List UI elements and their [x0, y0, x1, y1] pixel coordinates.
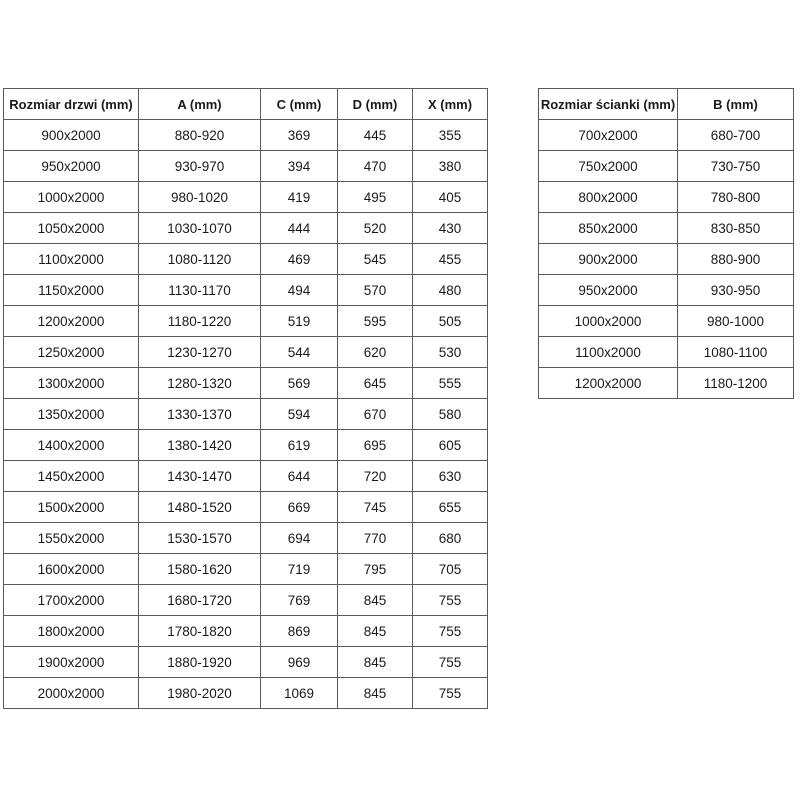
- table-cell: 544: [261, 337, 338, 368]
- table-cell: 1150x2000: [4, 275, 139, 306]
- table-row: [539, 213, 794, 244]
- column-header: B (mm): [678, 89, 794, 120]
- table-cell: 1180-1220: [139, 306, 261, 337]
- table-cell: 369: [261, 120, 338, 151]
- table-row: [539, 368, 794, 399]
- table-cell: 469: [261, 244, 338, 275]
- column-header: A (mm): [139, 89, 261, 120]
- table-cell: 695: [338, 430, 413, 461]
- table-cell: 444: [261, 213, 338, 244]
- table-cell: 1100x2000: [539, 337, 678, 368]
- table-cell: 900x2000: [539, 244, 678, 275]
- table-cell: 1450x2000: [4, 461, 139, 492]
- table-cell: 630: [413, 461, 488, 492]
- table-cell: 455: [413, 244, 488, 275]
- table-cell: 1030-1070: [139, 213, 261, 244]
- table-row: [4, 337, 488, 368]
- table-cell: 669: [261, 492, 338, 523]
- table-cell: 1100x2000: [4, 244, 139, 275]
- table-cell: 900x2000: [4, 120, 139, 151]
- table-cell: 1050x2000: [4, 213, 139, 244]
- table-cell: 1280-1320: [139, 368, 261, 399]
- table-cell: 1300x2000: [4, 368, 139, 399]
- table-row: [4, 120, 488, 151]
- table-cell: 480: [413, 275, 488, 306]
- table-cell: 1130-1170: [139, 275, 261, 306]
- table-cell: 1080-1120: [139, 244, 261, 275]
- table-cell: 1230-1270: [139, 337, 261, 368]
- table-cell: 1400x2000: [4, 430, 139, 461]
- table-cell: 495: [338, 182, 413, 213]
- table-cell: 705: [413, 554, 488, 585]
- table-row: [539, 337, 794, 368]
- table-row: [4, 244, 488, 275]
- table-cell: 580: [413, 399, 488, 430]
- table-cell: 430: [413, 213, 488, 244]
- table-cell: 645: [338, 368, 413, 399]
- table-cell: 1780-1820: [139, 616, 261, 647]
- table-cell: 980-1000: [678, 306, 794, 337]
- table-cell: 1000x2000: [4, 182, 139, 213]
- table-cell: 850x2000: [539, 213, 678, 244]
- table-row: [4, 461, 488, 492]
- table-cell: 755: [413, 585, 488, 616]
- table-cell: 519: [261, 306, 338, 337]
- table-cell: 845: [338, 678, 413, 709]
- table-row: [4, 616, 488, 647]
- column-header: X (mm): [413, 89, 488, 120]
- column-header: D (mm): [338, 89, 413, 120]
- table-row: [4, 554, 488, 585]
- table-cell: 394: [261, 151, 338, 182]
- table-row: [4, 306, 488, 337]
- table-cell: 1550x2000: [4, 523, 139, 554]
- table-cell: 750x2000: [539, 151, 678, 182]
- table-row: [4, 647, 488, 678]
- table-cell: 1600x2000: [4, 554, 139, 585]
- table-cell: 845: [338, 616, 413, 647]
- table-cell: 795: [338, 554, 413, 585]
- table-cell: 605: [413, 430, 488, 461]
- table-cell: 830-850: [678, 213, 794, 244]
- table-cell: 1880-1920: [139, 647, 261, 678]
- table-cell: 520: [338, 213, 413, 244]
- column-header: Rozmiar drzwi (mm): [4, 89, 139, 120]
- table-cell: 1350x2000: [4, 399, 139, 430]
- table-cell: 1580-1620: [139, 554, 261, 585]
- table-cell: 620: [338, 337, 413, 368]
- table-cell: 1069: [261, 678, 338, 709]
- table-cell: 680-700: [678, 120, 794, 151]
- table-row: [4, 678, 488, 709]
- table-cell: 1080-1100: [678, 337, 794, 368]
- table-row: [539, 306, 794, 337]
- table-cell: 730-750: [678, 151, 794, 182]
- table-cell: 595: [338, 306, 413, 337]
- table-cell: 1200x2000: [4, 306, 139, 337]
- table-cell: 1530-1570: [139, 523, 261, 554]
- table-cell: 845: [338, 585, 413, 616]
- table-row: [4, 151, 488, 182]
- table-cell: 1480-1520: [139, 492, 261, 523]
- table-row: [4, 399, 488, 430]
- table-cell: 680: [413, 523, 488, 554]
- table-cell: 419: [261, 182, 338, 213]
- door-size-table: [3, 88, 488, 709]
- table-cell: 644: [261, 461, 338, 492]
- table-cell: 930-950: [678, 275, 794, 306]
- table-cell: 1180-1200: [678, 368, 794, 399]
- wall-table-body: [539, 120, 794, 399]
- table-cell: 594: [261, 399, 338, 430]
- table-cell: 1000x2000: [539, 306, 678, 337]
- table-cell: 570: [338, 275, 413, 306]
- table-cell: 355: [413, 120, 488, 151]
- table-cell: 930-970: [139, 151, 261, 182]
- table-cell: 869: [261, 616, 338, 647]
- table-cell: 1500x2000: [4, 492, 139, 523]
- table-cell: 720: [338, 461, 413, 492]
- table-cell: 1680-1720: [139, 585, 261, 616]
- table-cell: 445: [338, 120, 413, 151]
- door-table-body: [4, 120, 488, 709]
- table-cell: 950x2000: [539, 275, 678, 306]
- table-cell: 555: [413, 368, 488, 399]
- table-cell: 700x2000: [539, 120, 678, 151]
- table-row: [539, 244, 794, 275]
- table-cell: 755: [413, 647, 488, 678]
- table-cell: 880-900: [678, 244, 794, 275]
- table-cell: 405: [413, 182, 488, 213]
- table-cell: 655: [413, 492, 488, 523]
- table-cell: 530: [413, 337, 488, 368]
- table-cell: 950x2000: [4, 151, 139, 182]
- table-cell: 770: [338, 523, 413, 554]
- table-cell: 1200x2000: [539, 368, 678, 399]
- door-table-header-row: [4, 89, 488, 120]
- table-cell: 1700x2000: [4, 585, 139, 616]
- table-cell: 619: [261, 430, 338, 461]
- table-cell: 745: [338, 492, 413, 523]
- table-cell: 755: [413, 678, 488, 709]
- table-cell: 1380-1420: [139, 430, 261, 461]
- column-header: Rozmiar ścianki (mm): [539, 89, 678, 120]
- table-row: [539, 182, 794, 213]
- table-cell: 969: [261, 647, 338, 678]
- wall-table-header-row: [539, 89, 794, 120]
- column-header: C (mm): [261, 89, 338, 120]
- table-cell: 845: [338, 647, 413, 678]
- table-cell: 694: [261, 523, 338, 554]
- table-cell: 1330-1370: [139, 399, 261, 430]
- table-cell: 800x2000: [539, 182, 678, 213]
- table-cell: 505: [413, 306, 488, 337]
- table-cell: 755: [413, 616, 488, 647]
- table-cell: 780-800: [678, 182, 794, 213]
- table-cell: 494: [261, 275, 338, 306]
- table-cell: 1800x2000: [4, 616, 139, 647]
- table-cell: 670: [338, 399, 413, 430]
- table-cell: 545: [338, 244, 413, 275]
- table-cell: 880-920: [139, 120, 261, 151]
- table-row: [4, 368, 488, 399]
- table-row: [4, 275, 488, 306]
- table-cell: 1430-1470: [139, 461, 261, 492]
- table-cell: 719: [261, 554, 338, 585]
- table-row: [4, 213, 488, 244]
- wall-size-table: [538, 88, 794, 399]
- table-cell: 769: [261, 585, 338, 616]
- table-row: [4, 492, 488, 523]
- table-cell: 1900x2000: [4, 647, 139, 678]
- table-row: [4, 585, 488, 616]
- table-cell: 470: [338, 151, 413, 182]
- table-cell: 980-1020: [139, 182, 261, 213]
- table-cell: 569: [261, 368, 338, 399]
- table-row: [4, 430, 488, 461]
- table-cell: 380: [413, 151, 488, 182]
- table-row: [539, 275, 794, 306]
- table-row: [539, 120, 794, 151]
- table-row: [4, 523, 488, 554]
- table-cell: 1250x2000: [4, 337, 139, 368]
- table-cell: 2000x2000: [4, 678, 139, 709]
- table-cell: 1980-2020: [139, 678, 261, 709]
- table-row: [539, 151, 794, 182]
- table-row: [4, 182, 488, 213]
